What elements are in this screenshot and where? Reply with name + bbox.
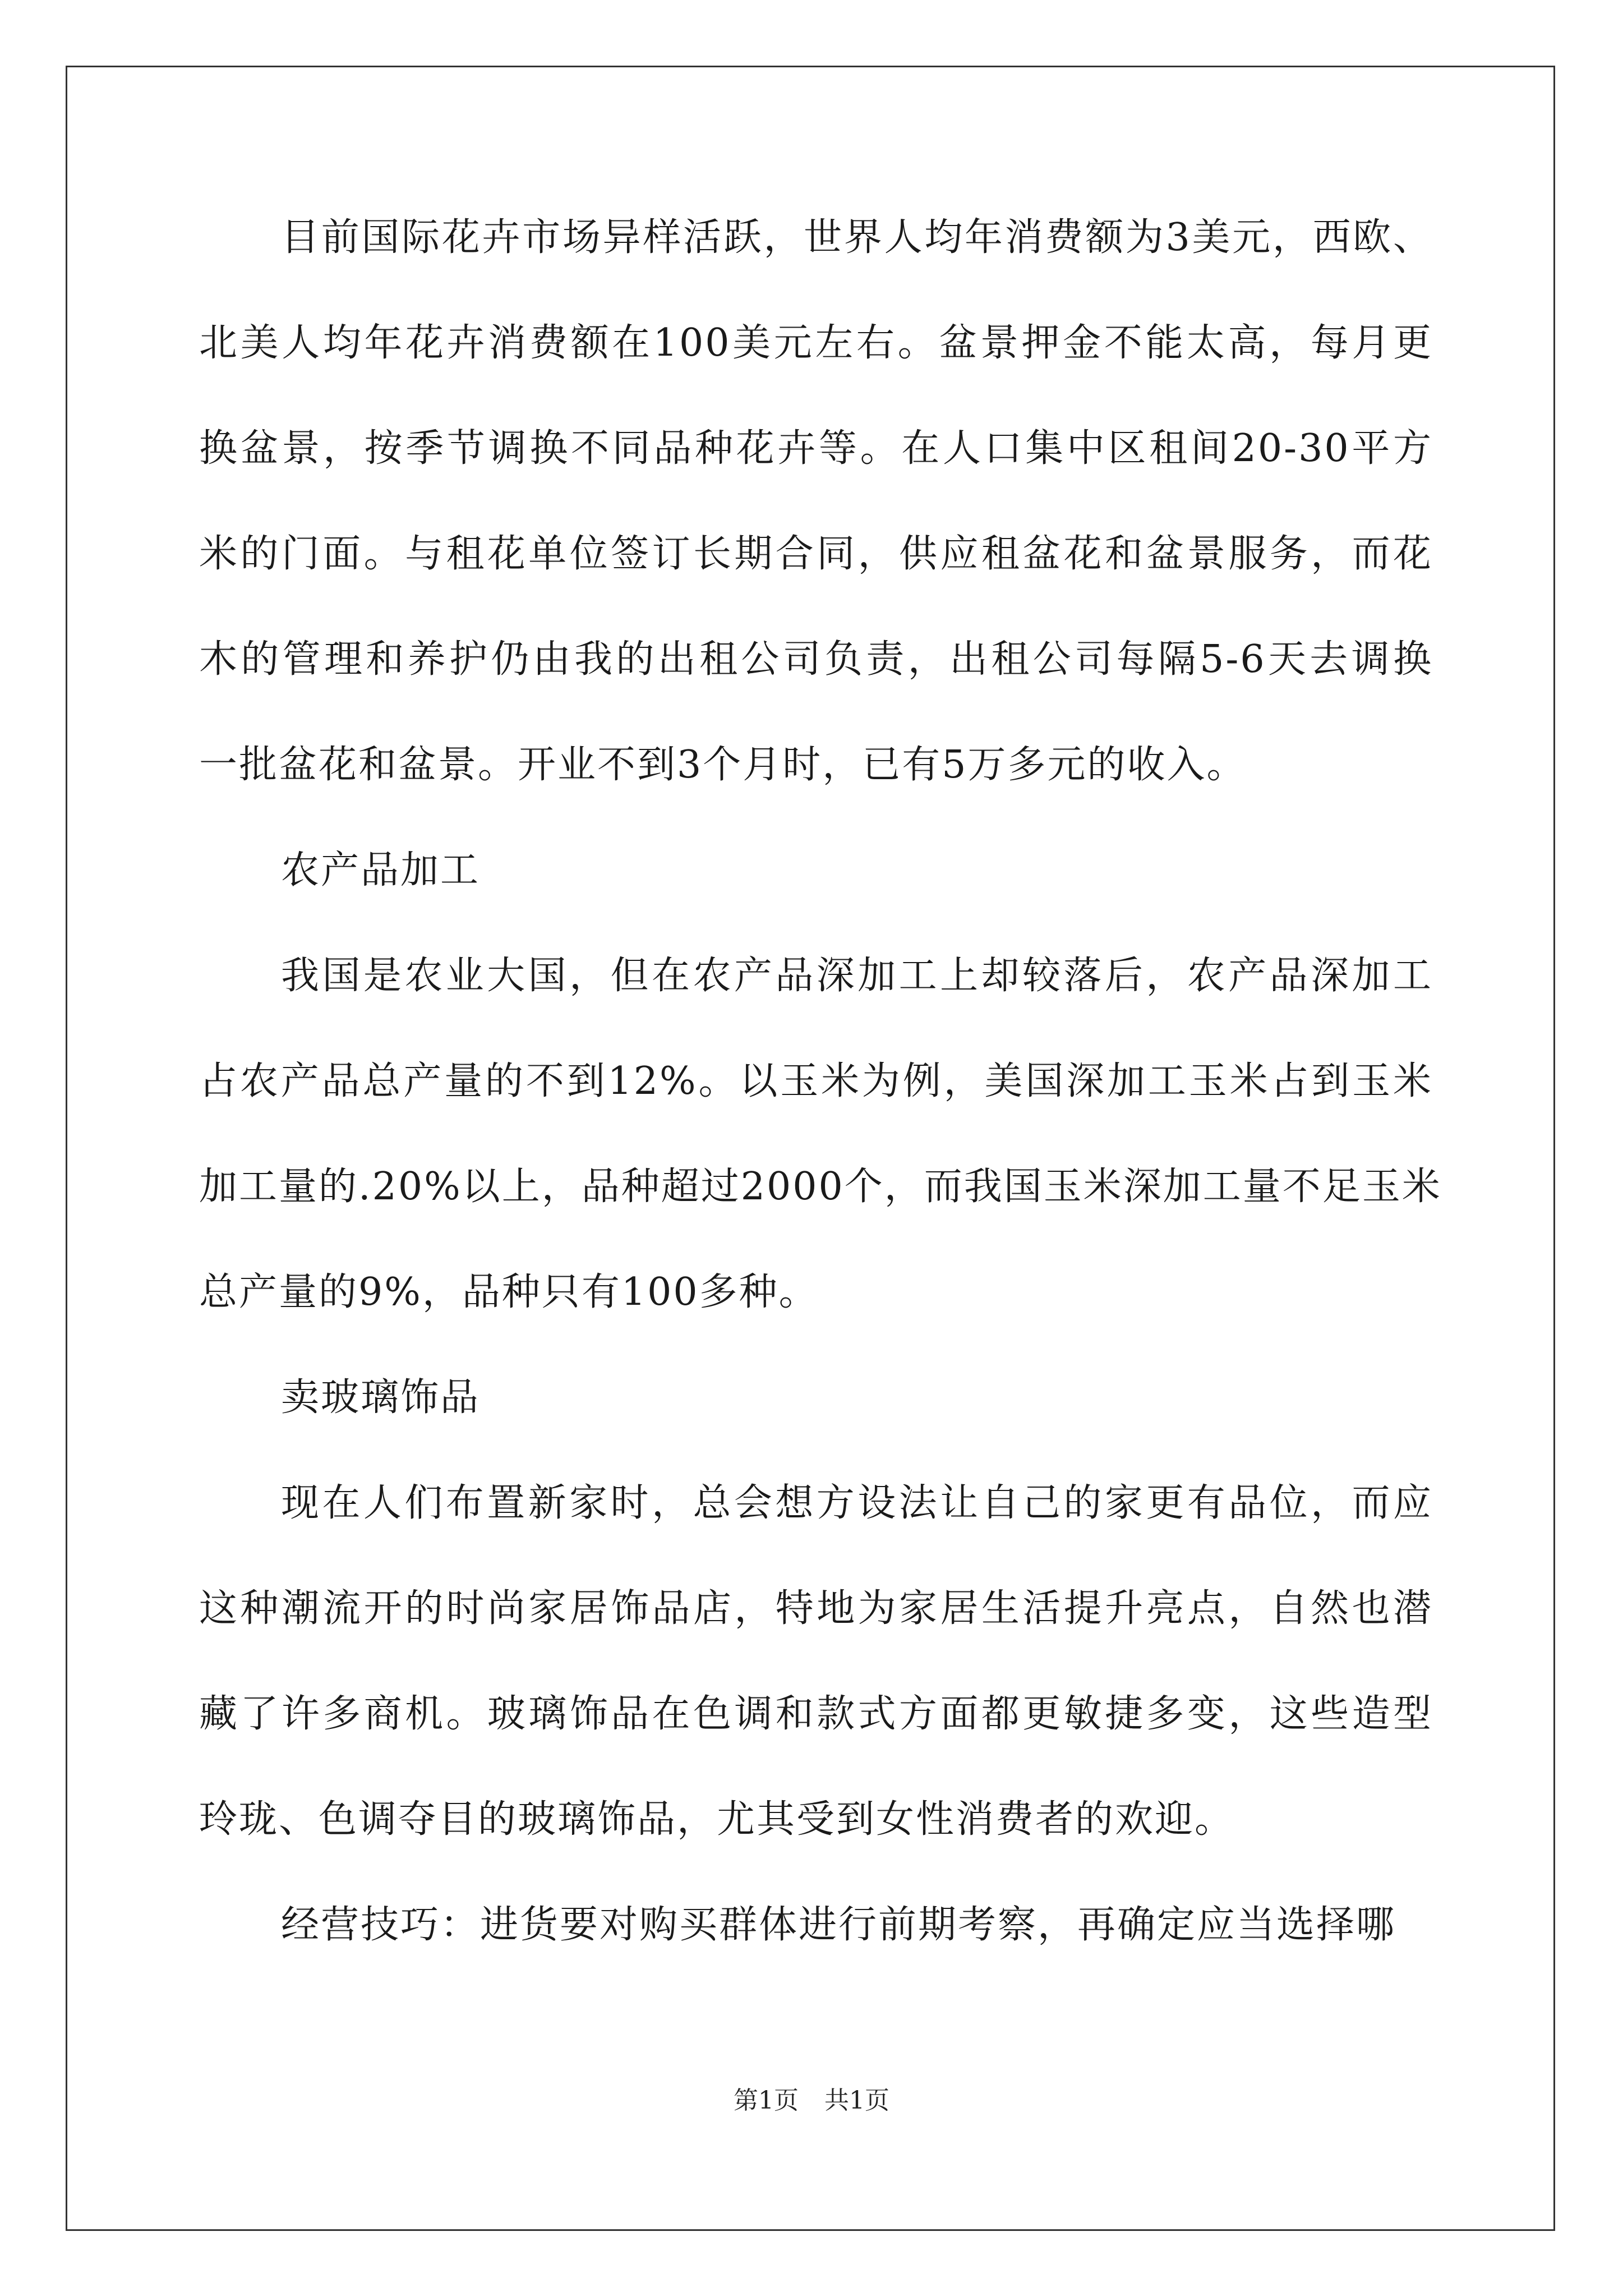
text-line: 米的门面。与租花单位签订长期合同，供应租盆花和盆景服务，而花 — [199, 532, 1433, 576]
text-line: 玲珑、色调夺目的玻璃饰品，尤其受到女性消费者的欢迎。 — [199, 1797, 1235, 1842]
text-line: 总产量的9%，品种只有100多种。 — [199, 1270, 819, 1314]
text-line: 加工量的.20%以上，品种超过2000个，而我国玉米深加工量不足玉米 — [199, 1165, 1442, 1209]
section-heading: 卖玻璃饰品 — [281, 1375, 481, 1420]
page-number: 第1页 — [734, 2086, 799, 2115]
page-total: 共1页 — [824, 2086, 889, 2115]
text-line: 经营技巧：进货要对购买群体进行前期考察，再确定应当选择哪 — [281, 1903, 1396, 1947]
text-line: 藏了许多商机。玻璃饰品在色调和款式方面都更敏捷多变，这些造型 — [199, 1692, 1433, 1736]
text-line: 现在人们布置新家时，总会想方设法让自己的家更有品位，而应 — [281, 1481, 1433, 1525]
text-line: 目前国际花卉市场异样活跃，世界人均年消费额为3美元，西欧、 — [281, 215, 1433, 260]
text-line: 一批盆花和盆景。开业不到3个月时，已有5万多元的收入。 — [199, 743, 1247, 787]
section-heading: 农产品加工 — [281, 848, 481, 892]
text-line: 我国是农业大国，但在农产品深加工上却较落后，农产品深加工 — [281, 954, 1433, 998]
page-footer — [0, 2084, 1623, 2118]
text-line: 北美人均年花卉消费额在100美元左右。盆景押金不能太高，每月更 — [199, 321, 1433, 365]
text-line: 木的管理和养护仍由我的出租公司负责，出租公司每隔5-6天去调换 — [199, 637, 1433, 682]
document-body — [199, 185, 1442, 1978]
text-line: 换盆景，按季节调换不同品种花卉等。在人口集中区租间20-30平方 — [199, 426, 1433, 471]
text-line: 占农产品总产量的不到12%。以玉米为例，美国深加工玉米占到玉米 — [199, 1059, 1433, 1103]
text-line: 这种潮流开的时尚家居饰品店，特地为家居生活提升亮点，自然也潜 — [199, 1586, 1433, 1631]
